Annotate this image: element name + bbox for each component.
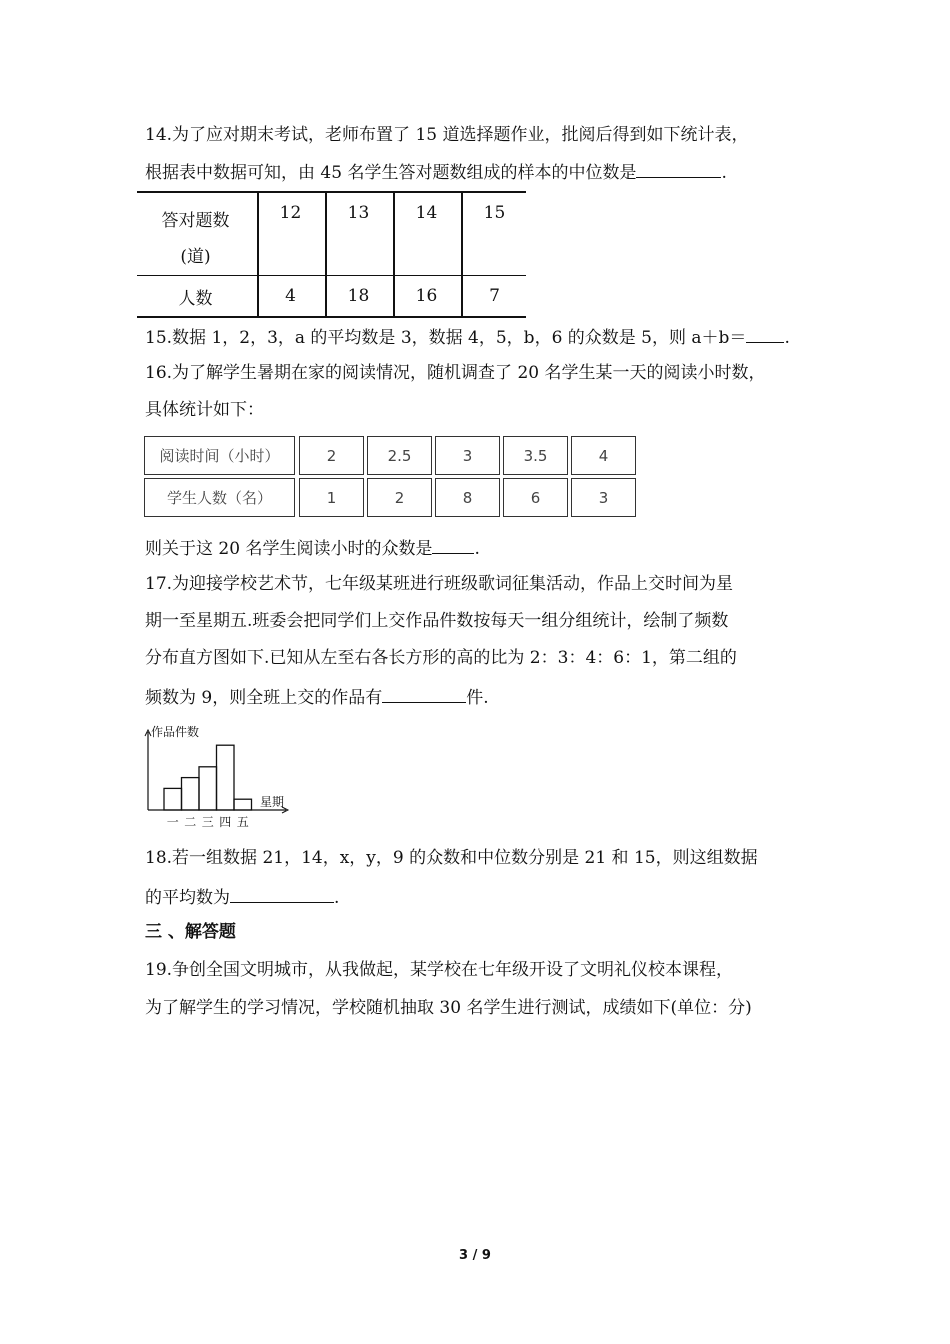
- histogram-bar: [182, 778, 200, 810]
- histogram-bar: [164, 788, 182, 810]
- q16-row2-label: 学生人数（名）: [144, 478, 295, 517]
- q16-cell: 1: [299, 478, 364, 517]
- q14-table-header-cell: [137, 191, 254, 276]
- q16-row1-label: 阅读时间（小时）: [144, 436, 295, 475]
- q14-row1-label-b: (道): [180, 247, 211, 267]
- x-tick-label: 二: [184, 815, 197, 829]
- q16-cell: 3: [571, 478, 636, 517]
- q14-cell: 13: [325, 191, 390, 276]
- q16-cell: 8: [435, 478, 500, 517]
- q14-line2: [145, 159, 727, 185]
- q14-cell: 4: [257, 276, 322, 318]
- q19-line1: 19.争创全国文明城市，从我做起，某学校在七年级开设了文明礼仪校本课程，: [145, 960, 734, 980]
- answer-blank: [382, 684, 466, 703]
- q16-line1: 16.为了解学生暑期在家的阅读情况，随机调查了 20 名学生某一天的阅读小时数，: [145, 363, 766, 383]
- q14-line2-text: 根据表中数据可知，由 45 名学生答对题数组成的样本的中位数是: [145, 163, 637, 183]
- q14-line2-end: .: [721, 163, 727, 183]
- q17-line4-end: 件.: [466, 688, 489, 708]
- q16-cell: 2: [367, 478, 432, 517]
- q16-cell: 6: [503, 478, 568, 517]
- q16-cell: 4: [571, 436, 636, 475]
- q17-histogram: [140, 718, 300, 832]
- q14-row1-label-a: 答对题数: [161, 211, 230, 231]
- x-axis-label: 星期: [260, 795, 285, 809]
- q14-cell: 12: [257, 191, 322, 276]
- q17-line3: 分布直方图如下.已知从左至右各长方形的高的比为 2：3：4：6：1，第二组的: [145, 648, 737, 668]
- answer-blank: [746, 324, 784, 343]
- x-tick-label: 四: [219, 815, 232, 829]
- q16-cell: 2: [299, 436, 364, 475]
- q16-cell: 2.5: [367, 436, 432, 475]
- q17-line2: 期一至星期五.班委会把同学们上交作品件数按每天一组分组统计，绘制了频数: [145, 611, 729, 631]
- q14-row2-label: 人数: [137, 276, 254, 318]
- q16-line3: [145, 535, 480, 561]
- q15-line: [145, 324, 790, 350]
- histogram-bar: [199, 767, 217, 810]
- answer-blank: [230, 884, 334, 903]
- q16-line3-end: .: [474, 539, 480, 559]
- q14-cell: 15: [461, 191, 526, 276]
- q14-table: [137, 191, 526, 318]
- q18-line2: [145, 884, 339, 910]
- q17-line4-text: 频数为 9，则全班上交的作品有: [145, 688, 383, 708]
- q14-cell: 14: [393, 191, 458, 276]
- q14-cell: 18: [325, 276, 390, 318]
- q14-line1: 14.为了应对期末考试，老师布置了 15 道选择题作业，批阅后得到如下统计表，: [145, 125, 749, 145]
- q17-line1: 17.为迎接学校艺术节，七年级某班进行班级歌词征集活动，作品上交时间为星: [145, 574, 734, 594]
- q15-end: .: [784, 328, 790, 348]
- histogram-bar: [234, 799, 252, 810]
- q14-cell: 7: [461, 276, 526, 318]
- q18-line2-end: .: [334, 888, 340, 908]
- q16-cell: 3.5: [503, 436, 568, 475]
- page-number: 3 / 9: [459, 1248, 491, 1263]
- x-tick-label: 三: [201, 815, 214, 829]
- answer-blank: [636, 159, 721, 178]
- histogram-bar: [217, 745, 235, 810]
- q17-line4: [145, 684, 489, 710]
- q16-line3-text: 则关于这 20 名学生阅读小时的众数是: [145, 539, 433, 559]
- q18-line2-text: 的平均数为: [145, 888, 230, 908]
- y-axis-label: 作品件数: [151, 725, 200, 739]
- q16-cell: 3: [435, 436, 500, 475]
- q15-text: 15.数据 1，2，3，a 的平均数是 3，数据 4，5，b，6 的众数是 5，则 a＋b＝: [145, 328, 747, 348]
- q16-line2: 具体统计如下：: [145, 400, 264, 420]
- q14-cell: 16: [393, 276, 458, 318]
- answer-blank: [432, 535, 474, 554]
- x-tick-label: 一: [166, 815, 179, 829]
- x-tick-label: 五: [236, 815, 249, 829]
- q18-line1: 18.若一组数据 21，14，x，y，9 的众数和中位数分别是 21 和 15，则这组数据: [145, 848, 758, 868]
- q19-line2: 为了解学生的学习情况，学校随机抽取 30 名学生进行测试，成绩如下(单位：分): [145, 998, 752, 1018]
- section-title: 三 、解答题: [145, 922, 236, 942]
